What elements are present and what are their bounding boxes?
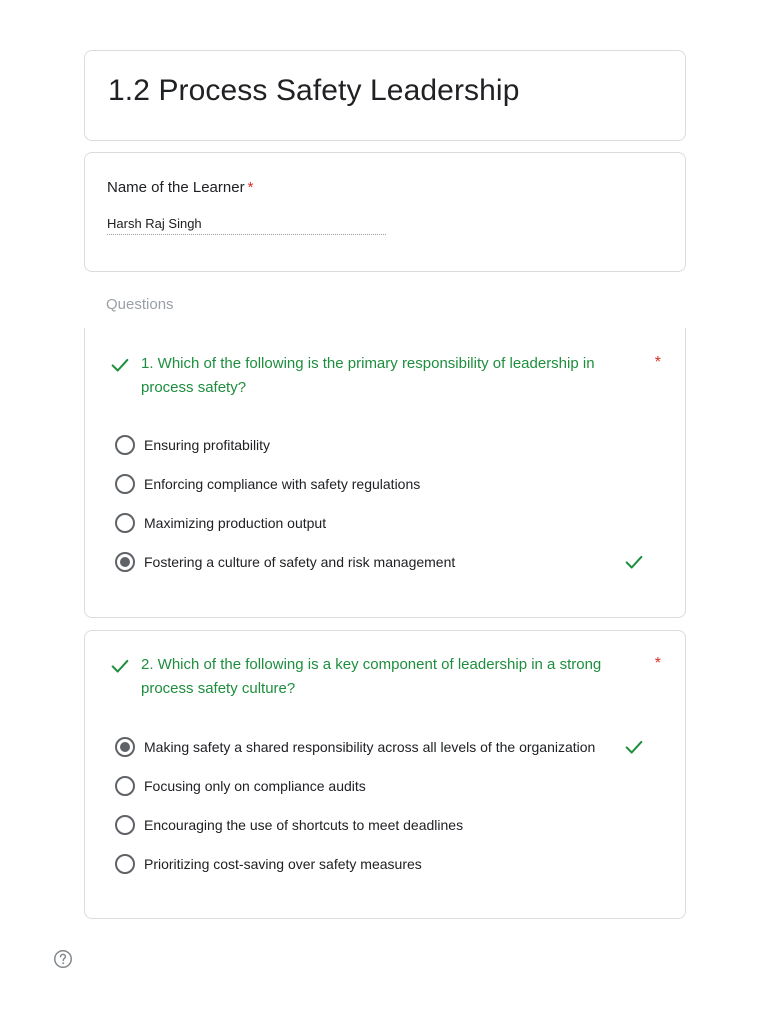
option[interactable] [115,852,675,876]
option[interactable] [115,433,675,457]
form-title: 1.2 Process Safety Leadership [108,74,520,107]
help-icon[interactable] [52,948,74,970]
name-field-label [107,179,253,196]
radio-button-selected[interactable] [115,737,135,757]
option[interactable] [115,813,675,837]
check-icon [623,551,645,573]
question-card-2 [84,630,686,919]
option-label: Focusing only on compliance audits [144,778,366,794]
form-title-card [84,50,686,141]
option-label: Fostering a culture of safety and risk management [144,554,456,570]
required-mark: * [654,655,661,672]
option-label: Encouraging the use of shortcuts to meet deadlines [144,817,464,833]
option-label: Prioritizing cost-saving over safety measures [144,856,422,872]
radio-button[interactable] [115,854,135,874]
check-icon [109,655,131,677]
option-label: Enforcing compliance with safety regulations [144,476,421,492]
option[interactable] [115,472,675,496]
question-text: 1. Which of the following is the primary responsibility of leadership in process safety? [141,355,595,396]
name-field-value[interactable]: Harsh Raj Singh [107,216,386,235]
option[interactable] [115,774,675,798]
required-mark: * [247,179,254,196]
question-card-1 [84,328,686,618]
name-field-label-text: Name of the Learner [107,179,245,196]
option-label: Maximizing production output [144,515,327,531]
radio-button[interactable] [115,513,135,533]
radio-button[interactable] [115,435,135,455]
section-label: Questions [106,296,174,313]
radio-button[interactable] [115,776,135,796]
radio-button[interactable] [115,815,135,835]
option-selected[interactable] [115,550,675,574]
option-label: Ensuring profitability [144,437,271,453]
required-mark: * [654,354,661,371]
radio-button-selected[interactable] [115,552,135,572]
radio-button[interactable] [115,474,135,494]
option-selected[interactable] [115,735,675,759]
name-field-card [84,152,686,272]
check-icon [623,736,645,758]
option-label: Making safety a shared responsibility across all levels of the organization [144,739,596,755]
option[interactable] [115,511,675,535]
question-text: 2. Which of the following is a key component of leadership in a strong process safety culture? [141,656,602,697]
check-icon [109,354,131,376]
